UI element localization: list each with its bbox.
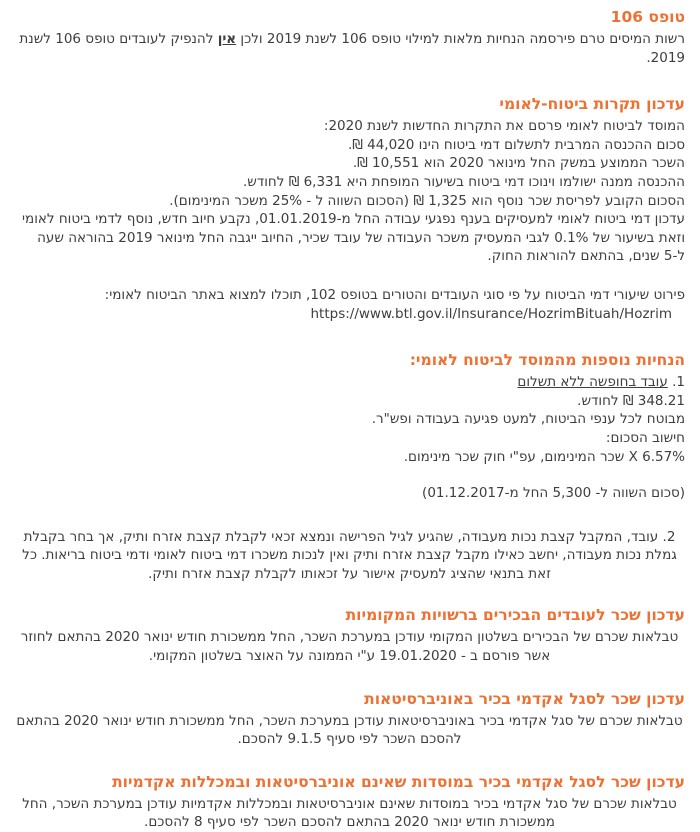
guidelines-item1-title-line [14, 373, 685, 392]
item1-line: חישוב הסכום: [605, 429, 685, 446]
section-heading-senior-municipal: עדכון שכר לעובדים הבכירים ברשויות המקומיות [345, 606, 685, 625]
section-heading-btl-guidelines: הנחיות נוספות מהמוסד לביטוח לאומי: [409, 351, 685, 370]
section-heading-bituach-ceilings: עדכון תקרות ביטוח-לאומי [499, 95, 685, 114]
form106-text-start: רשות המיסים טרם פירסמה הנחיות מלאות למילוי טופס 106 לשנת 2019 ולכן [236, 31, 685, 47]
form106-paragraph [14, 30, 685, 67]
item1-line: 348.21 ₪ לחודש. [577, 392, 685, 409]
ceilings-employer-paragraph: עדכון דמי ביטוח לאומי למעסיקים בענף נפגעי עבודה החל מ-01.01.2019, נקבע חיוב חדש, נוסף לדמי ביטוח לאומי וזאת בשיעור של 0.1% לגבי המעסיק משכר העבודה של עובד שכיר, החיוב ייגבה החל מינואר 2019 בהוראה שעה ל-5 שנים, בהתאם להוראות החוק. [22, 211, 685, 265]
item1-number: 1. [667, 374, 685, 391]
ceilings-line: סכום ההכנסה המרבית לתשלום דמי ביטוח הינו 44,020 ₪. [347, 136, 685, 153]
ceilings-line: ההכנסה ממנה ישולמו וינוכו דמי ביטוח בשיעור המופחת היא 6,331 ₪ לחודש. [243, 173, 685, 190]
btl-rates-note-line: פירוט שיעורי דמי הביטוח על פי סוגי העובדים והטורים בטופס 102, תוכלו למצוא באתר הביטוח לאומי: [104, 286, 685, 303]
ceilings-line: הסכום הקובע לפריסת שכר נוסף הוא 1,325 ₪ (הסכום השווה ל - 25% משכר המינימום). [169, 192, 685, 209]
section-heading-academic-colleges: עדכון שכר לסגל אקדמי בכיר במוסדות שאינם אוניברסיטאות ובמכללות אקדמיות [112, 772, 685, 791]
form106-text-end: להנפיק לעובדים טופס 106 לשנת 2019. [19, 31, 685, 66]
ceilings-line: השכר הממוצע במשק החל מינואר 2020 הוא 10,551 ₪. [352, 155, 685, 172]
item1-title: עובד בחופשה ללא תשלום [517, 374, 668, 391]
btl-url-link[interactable]: https://www.btl.gov.il/Insurance/HozrimBituah/Hozrim [310, 305, 672, 322]
item1-note: (סכום השווה ל- 5,300 החל מ-01.12.2017) [422, 485, 685, 502]
section-heading-academic-universities: עדכון שכר לסגל אקדמי בכיר באוניברסיטאות [364, 689, 685, 708]
btl-rates-note [14, 286, 685, 323]
section-heading-form106: טופס 106 [610, 8, 685, 26]
academic-universities-paragraph: טבלאות שכרם של סגל אקדמי בכיר באוניברסיטאות עודכן במערכת השכר, החל ממשכורת חודש ינואר 2020 בהתאם להסכם השכר לפי סעיף 9.1.5 להסכם. [16, 712, 683, 748]
item1-line: 6.57% X שכר המינימום, עפ"י חוק שכר מינימום. [403, 448, 685, 465]
guidelines-item2-paragraph: 2. עובד, המקבל קצבת נכות מעבודה, שהגיע לגיל הפרישה ונמצא זכאי לקבלת קצבת אזרח ותיק, אך בחר בקבלת גמלת נכות מעבודה, יחשב כאילו מקבל קצבת אזרח ותיק ואין לנכות משכרו דמי ביטוח לאומי ודמי ביטוח בריאות. כל זאת בתנאי שהציג למעסיק אישור על זכאותו לקבלת קצבת אזרח ותיק. [22, 528, 677, 582]
item1-line: מבוטח לכל ענפי הביטוח, למעט פגיעה בעבודה ופש"ר. [371, 411, 685, 428]
ceilings-line: המוסד לביטוח לאומי פרסם את התקרות החדשות לשנת 2020: [323, 118, 685, 135]
senior-municipal-paragraph: טבלאות שכרם של הבכירים בשלטון המקומי עודכן במערכת השכר, החל ממשכורת חודש ינואר 2020 בהתאם לחוזר אשר פורסם ב - 19.01.2020 ע"י הממונה על האוצר בשלטון המקומי. [20, 629, 679, 665]
form106-emphasis-ein: אין [217, 31, 237, 47]
academic-colleges-paragraph: טבלאות שכרם של סגל אקדמי בכיר במוסדות שאינם אוניברסיטאות ובמכללות אקדמיות עודכן במערכת השכר, החל ממשכורת חודש ינואר 2020 בהתאם להסכם השכר לפי סעיף 8 להסכם. [22, 795, 677, 831]
